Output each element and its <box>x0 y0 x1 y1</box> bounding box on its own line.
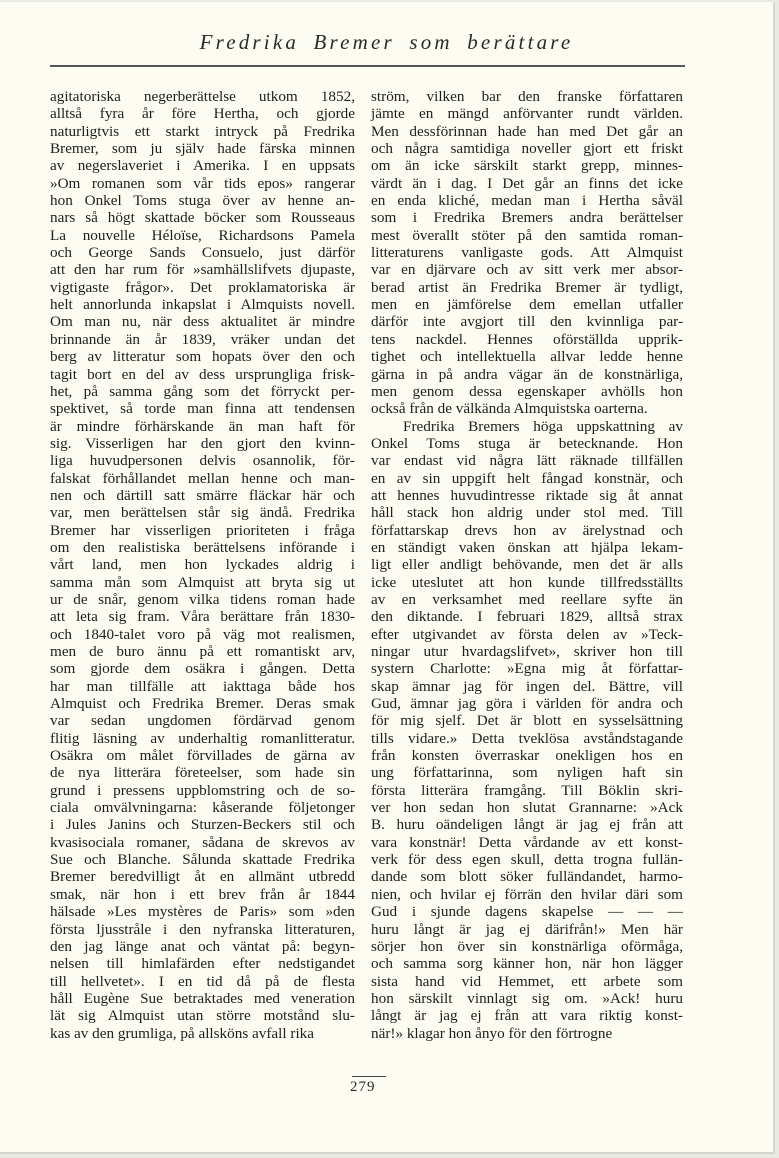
text-line: första litterära framgång. Till Böklin skri- <box>371 781 683 799</box>
text-line: också från de välkända Almquistska oarterna. <box>371 400 648 418</box>
text-line: sista hand vid Hemmet, ett arbete som <box>371 972 683 990</box>
text-line: dande som blott söker fulländandet, harmo- <box>371 868 683 886</box>
text-line: ningar utur hvardagslifvet», skriver hon till <box>371 643 683 660</box>
text-line: är mindre förhärskande än man haft för <box>50 417 355 435</box>
text-line: nelsen till himlafärden efter nedstigandet <box>50 955 355 973</box>
text-line: Bremer, som ju själv hade färska minnen <box>50 140 355 158</box>
text-line: liga huvudpersonen delvis osannolik, för- <box>50 452 355 470</box>
text-line: Osäkra om målet förvillades de gärna av <box>50 747 355 765</box>
text-line: agitatoriska negerberättelse utkom 1852, <box>50 88 355 105</box>
text-line: sig. Visserligen har den gjort den kvinn- <box>50 434 355 452</box>
text-line: ung författarinna, som nyligen haft sin <box>371 764 683 782</box>
text-line: håll Eugène Sue betraktades med veneration <box>50 989 355 1007</box>
text-line: litteraturens vanligaste gods. Att Almquist <box>371 244 683 262</box>
text-line: ur de snår, genom vilka tidens roman hade <box>50 590 355 608</box>
text-line: samma mån som Almquist att bryta sig ut <box>50 573 355 591</box>
text-line: att den har rum för »samhällslifvets djupaste, <box>50 261 355 279</box>
text-line: »Om romanen som vår tids epos» rangerar <box>50 174 355 192</box>
text-line: den diktande. I februari 1829, alltså strax <box>371 608 683 626</box>
text-line: hon särskilt vinnlagt sig om. »Ack! huru <box>371 989 683 1007</box>
left-text-column <box>50 88 355 1042</box>
text-line: vigtigaste frågor». Det proklamatoriska är <box>50 278 355 296</box>
text-line: Sue och Blanche. Sålunda skattade Fredrika <box>50 851 355 869</box>
text-line: håll stack hon aldrig under stol med. Till <box>371 504 683 522</box>
text-line: hälsade »Les mystères de Paris» som »den <box>50 903 355 921</box>
text-line: hon Onkel Toms stuga över av henne an- <box>50 192 355 210</box>
text-line: den jag länge anat och väntat på: begyn- <box>50 937 355 955</box>
text-line: lät sig Almquist utan större motstånd slu- <box>50 1007 355 1025</box>
text-line: tagit bort en del av dess ursprungliga frisk- <box>50 365 355 383</box>
text-line: av negerslaveriet i Amerika. I en uppsats <box>50 157 355 175</box>
text-line: men genom dessa egenskaper avhölls hon <box>371 382 683 400</box>
text-line: Om man nu, när dess aktualitet är mindre <box>50 313 355 331</box>
right-text-column <box>371 88 683 1042</box>
text-line: helt annorlunda inkapslat i Almquists novell. <box>50 296 355 314</box>
text-line: de nya litterära företeelser, som hade sin <box>50 764 355 782</box>
text-line: men de buro ännu på ett romantiskt arv, <box>50 643 355 660</box>
text-line: efter utgivandet av första delen av »Teck- <box>371 625 683 643</box>
text-line: som gjorde dem osäkra i gången. Detta <box>50 660 355 678</box>
text-line: Bremer beredvilligt åt en allmänt utbredd <box>50 868 355 886</box>
text-line: smak, när hon i ett brev från år 1844 <box>50 885 355 903</box>
text-line: en ständigt vaken önskan att hjälpa lekam- <box>371 538 683 556</box>
text-line: ciala omvälvningarna: kåserande följetonger <box>50 799 355 817</box>
text-line: en enda kliché, medan man i Hertha såväl <box>371 192 683 210</box>
text-line: om än icke särskilt starkt grepp, minnes- <box>371 157 683 175</box>
text-line: och samma sorg känner hon, när hon lägger <box>371 955 683 973</box>
text-line: Gud i sjunde dagens skapelse — — — <box>371 903 683 921</box>
text-line: nen och därtill satt smärre fläckar här och <box>50 486 355 504</box>
text-line: skap ämnar jag för ingen del. Bättre, vill <box>371 677 683 695</box>
text-line: Bremer har visserligen prioriteten i fråga <box>50 521 355 539</box>
text-line: vårt land, men hon lyckades aldrig i <box>50 556 355 574</box>
text-line: för mig sjelf. Det är blott en sysselsättning <box>371 712 683 730</box>
text-line: falskat förhållandet mellan henne och man- <box>50 469 355 487</box>
text-line: huru långt är jag ej därifrån!» Men här <box>371 920 683 938</box>
text-line: berad artist än Fredrika Bremer är tydligt, <box>371 278 683 296</box>
text-line: var, men berättelsen står sig ändå. Fredrika <box>50 504 355 522</box>
text-line: Fredrika Bremers höga uppskattning av <box>403 417 683 435</box>
text-line: het, på samma gång som det förryckt per- <box>50 382 355 400</box>
text-line: första ljusstråle i den nyfranska litteraturen, <box>50 920 355 938</box>
text-line: ligt eller andligt behövande, men det är alls <box>371 556 683 574</box>
text-line: var en djärvare och av sitt verk mer absor- <box>371 261 683 279</box>
text-line: av en verksamhet med reellare syfte än <box>371 590 683 608</box>
text-line: har man tillfälle att iakttaga både hos <box>50 677 355 695</box>
text-line: B. huru oändeligen långt är jag ej från att <box>371 816 683 834</box>
text-line: en av sin uppgift helt fångad konstnär, och <box>371 469 683 487</box>
text-line: och 1840-talet voro på väg mot realismen, <box>50 625 355 643</box>
text-line: som i Fredrika Bremers andra berättelser <box>371 209 683 227</box>
text-line: och några samtidiga noveller gjort ett friskt <box>371 140 683 158</box>
text-line: Onkel Toms stuga är betecknande. Hon <box>371 434 683 452</box>
text-line: brinnande än år 1839, vräker undan det <box>50 330 355 348</box>
text-line: Gud, ämnar jag göra i världen för andra och <box>371 695 683 713</box>
text-line: mest överallt stöter på den samtida roman- <box>371 226 683 244</box>
text-line: om den realistiska berättelsens införande i <box>50 538 355 556</box>
text-line: kvasisociala romaner, sådana de skrevos av <box>50 833 355 851</box>
text-line: därför inte avgjort till den kvinnliga par- <box>371 313 683 331</box>
text-line: kas av den grumliga, på allsköns avfall rika <box>50 1024 315 1042</box>
text-line: La nouvelle Héloïse, Richardsons Pamela <box>50 226 355 244</box>
text-line: Men dessförinnan hade han med Det går an <box>371 122 683 140</box>
text-line: systern Charlotte: »Egna mig åt författar- <box>371 660 683 678</box>
text-line: till hellvetet». I en tid då på de flesta <box>50 972 355 990</box>
text-line: Almquist och Fredrika Bremer. Deras smak <box>50 695 355 713</box>
text-line: var sedan ungdomen fördärvad genom <box>50 712 355 730</box>
text-line: tens nackdel. Hennes oförställda upprik- <box>371 330 683 348</box>
text-line: författarskap drevs hon av ärelystnad och <box>371 521 683 539</box>
text-line: och George Sands Consuelo, just därför <box>50 244 355 262</box>
text-line: jämte en mängd anförvanter rundt världen. <box>371 105 683 123</box>
text-line: i Jules Janins och Sturzen-Beckers stil och <box>50 816 355 834</box>
text-line: nars så högt skattade böcker som Rousseaus <box>50 209 355 227</box>
text-line: flitig läsning av underhaltig romanlitteratur. <box>50 729 355 747</box>
text-line: gärna in på andra vägar än de konstnärliga, <box>371 365 683 383</box>
text-line: nien, och hvilar ej förrän den hvilar däri som <box>371 885 683 903</box>
page-number: 279 <box>350 1079 376 1095</box>
text-line: alltså fyra år före Hertha, och gjorde <box>50 105 355 123</box>
text-line: berg av litteratur som hopats över den och <box>50 348 355 366</box>
text-line: långt är jag ej från att vara riktig konst- <box>371 1007 683 1025</box>
text-line: sörjer hon över sin konstnärliga oförmåga, <box>371 937 683 955</box>
text-line: att leta sig fram. Våra berättare från 1830- <box>50 608 355 626</box>
page-number-rule <box>352 1076 386 1077</box>
text-line: tills vidare.» Detta tveklösa avståndstagande <box>371 729 683 747</box>
book-page <box>0 2 775 1154</box>
text-line: när!» klagar hon ånyo för den förtrogne <box>371 1024 613 1042</box>
text-line: ström, vilken bar den franske författaren <box>371 88 683 105</box>
text-line: tighet och intellektuella allvar ledde henne <box>371 348 683 366</box>
text-line: att hennes huvudintresse riktade sig åt annat <box>371 486 683 504</box>
header-rule <box>50 65 685 67</box>
running-title: Fredrika Bremer som berättare <box>199 30 574 54</box>
text-line: ver hon sedan hon slutat Grannarne: »Ack <box>371 799 683 817</box>
text-line: vara konstnär! Detta vårdande av ett konst- <box>371 833 683 851</box>
text-line: spektivet, så torde man finna att tendensen <box>50 400 355 418</box>
text-line: verk för dess egen skull, detta trogna fullän- <box>371 851 683 869</box>
text-line: från konsten överraskar onekligen hos en <box>371 747 683 765</box>
text-line: var endast vid några lätt räknade tillfällen <box>371 452 683 470</box>
text-line: naturligtvis ett starkt intryck på Fredrika <box>50 122 355 140</box>
text-line: men en jämförelse dem emellan utfaller <box>371 296 683 314</box>
text-line: grund i pressens uppblomstring och de so- <box>50 781 355 799</box>
text-line: värdt än i dag. I Det går an finns det icke <box>371 174 683 192</box>
text-line: icke uteslutet att hon kunde tillfredsställts <box>371 573 683 591</box>
